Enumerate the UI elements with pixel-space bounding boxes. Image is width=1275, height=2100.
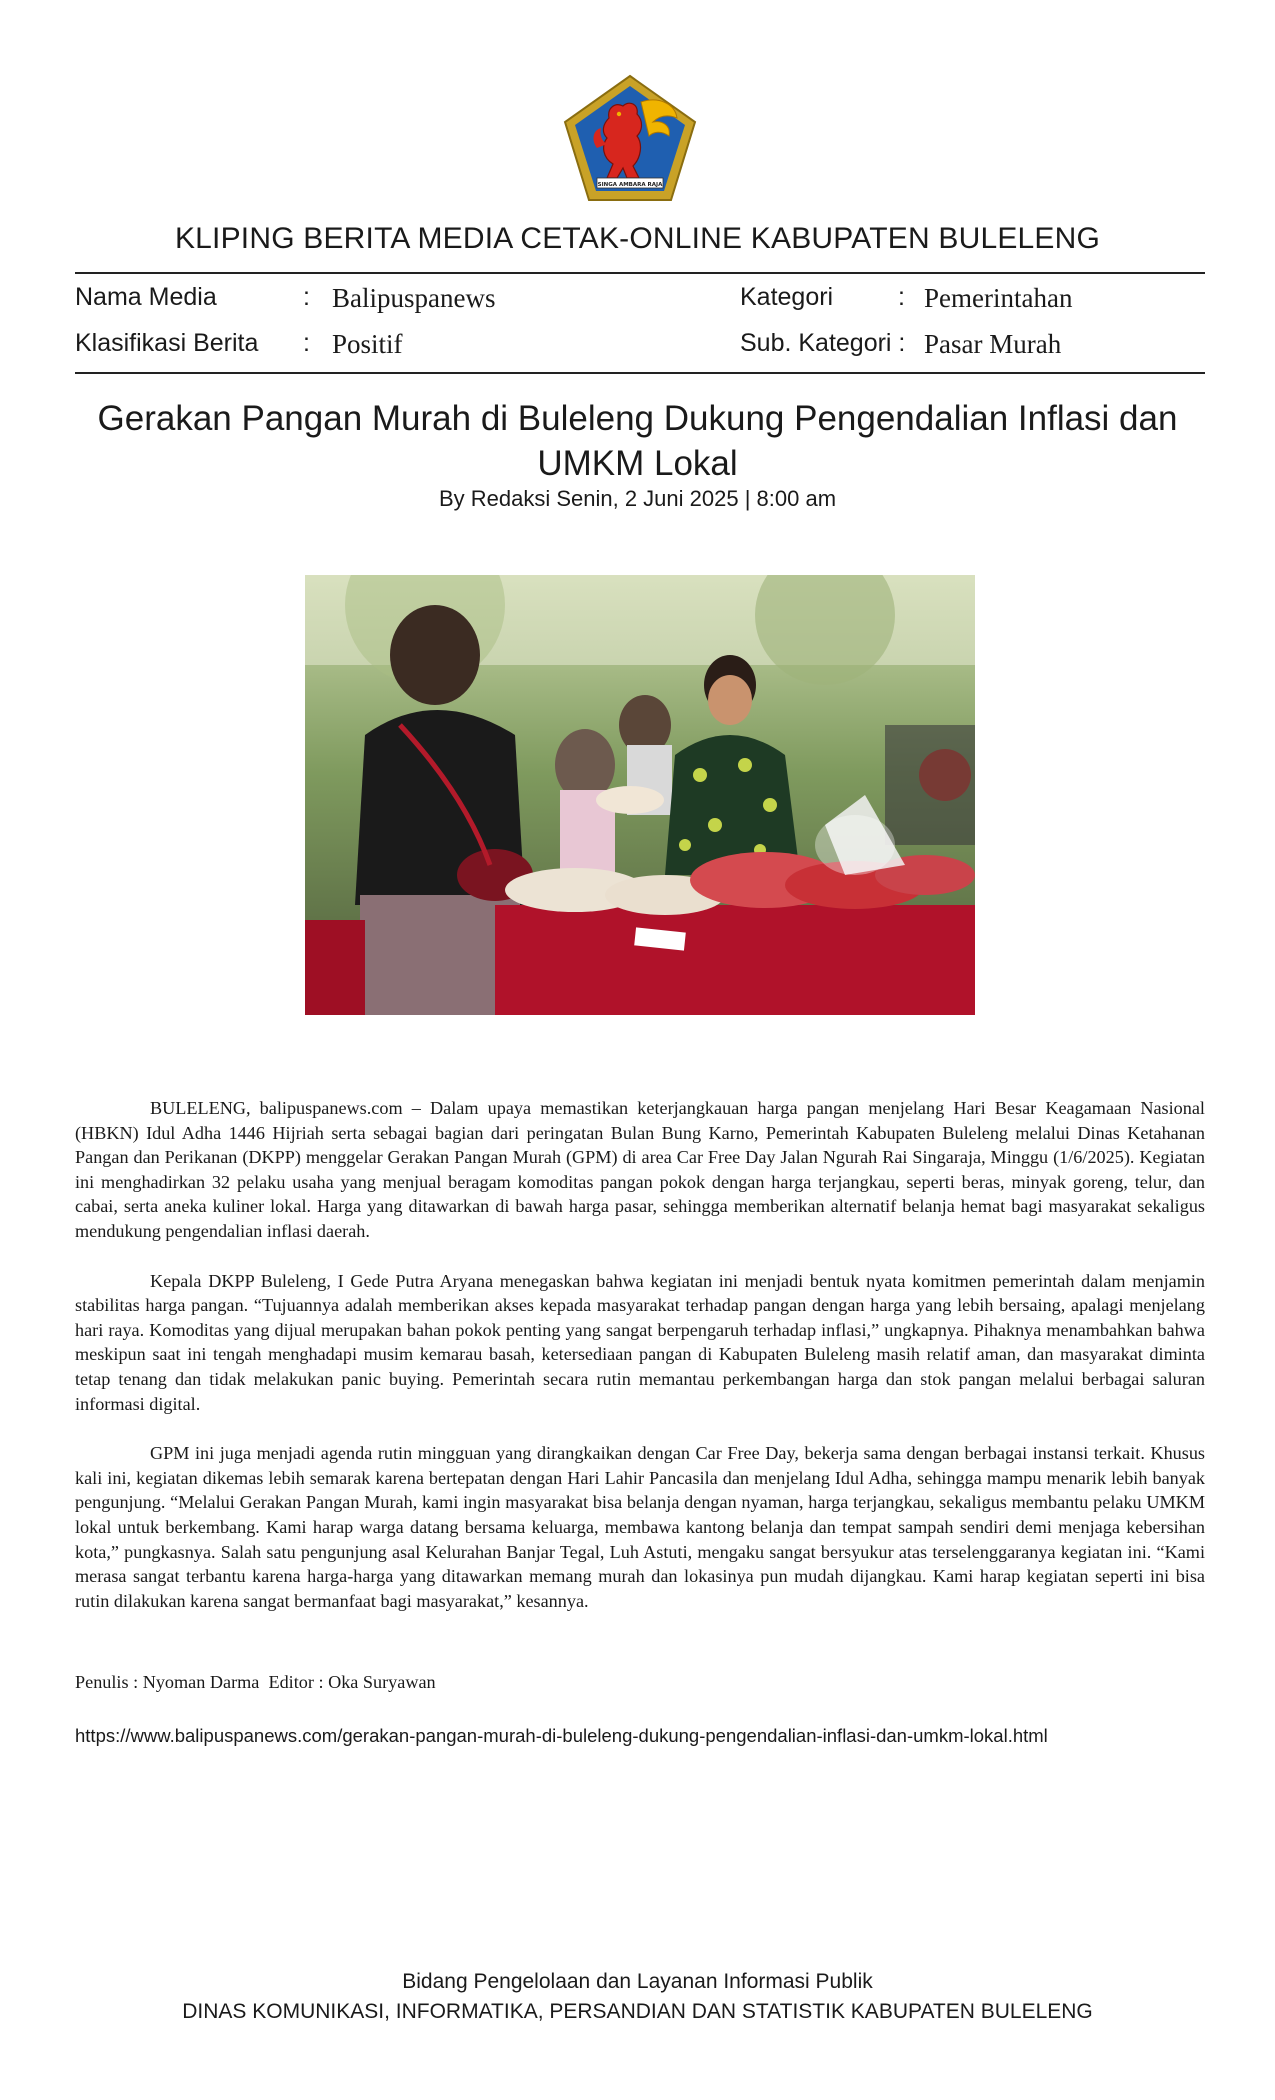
article-body [75,1096,1205,1638]
media-colon: : [303,283,310,311]
subcategory-label: Sub. Kategori : [740,329,906,357]
footer-agency: DINAS KOMUNIKASI, INFORMATIKA, PERSANDIAN DAN STATISTIK KABUPATEN BULELENG [182,2000,1093,2023]
clipping-header-title: KLIPING BERITA MEDIA CETAK-ONLINE KABUPATEN BULELENG [174,222,1101,255]
article-paragraph: GPM ini juga menjadi agenda rutin mingguan yang dirangkaikan dengan Car Free Day, bekerja sama dengan berbagai instansi terkait. Khusus kali ini, kegiatan dikemas lebih semarak karena bertepatan dengan Hari Lahir Pancasila dan menjelang Idul Adha, sehingga mampu menarik lebih banyak pengunjung. “Melalui Gerakan Pangan Murah, kami ingin masyarakat bisa belanja dengan nyaman, harga terjangkau, sekaligus membantu pelaku UMKM lokal untuk berkembang. Kami harap warga datang bersama keluarga, membawa kantong belanja dan tempat sampah sendiri demi menjaga kebersihan kota,” pungkasnya. Salah satu pengunjung asal Kelurahan Banjar Tegal, Luh Astuti, mengaku sangat bersyukur atas terselenggaranya kegiatan ini. “Kami merasa sangat terbantu karena harga-harga yang ditawarkan memang murah dan lokasinya pun mudah dijangkau. Kami harap kegiatan seperti ini bisa rutin dilakukan karena sangat bermanfaat bagi masyarakat,” kesannya. [75,1443,1205,1611]
header-divider-bottom [75,372,1205,374]
classification-label: Klasifikasi Berita [75,329,259,357]
source-link[interactable]: https://www.balipuspanews.com/gerakan-pangan-murah-di-buleleng-dukung-pengendalian-inflasi-dan-umkm-lokal.html [75,1725,1048,1746]
article-title: Gerakan Pangan Murah di Buleleng Dukung Pengendalian Inflasi dan UMKM Lokal [97,399,1178,483]
article-paragraph: Kepala DKPP Buleleng, I Gede Putra Aryana menegaskan bahwa kegiatan ini menjadi bentuk nyata komitmen pemerintah dalam menjamin stabilitas harga pangan. “Tujuannya adalah memberikan akses kepada masyarakat terhadap pangan dengan harga yang lebih bersaing, apalagi menjelang hari raya. Komoditas yang dijual merupakan bahan pokok penting yang sangat berpengaruh terhadap inflasi,” ungkapnya. Pihaknya menambahkan bahwa meskipun saat ini tengah menghadapi musim kemarau basah, ketersediaan pangan di Kabupaten Buleleng masih relatif aman, dan masyarakat diminta tetap tenang dan tidak melakukan panic buying. Pemerintah secara rutin memantau perkembangan harga dan stok pangan melalui berbagai saluran informasi digital. [75,1270,1205,1414]
category-label: Kategori [740,283,834,311]
market-stall-photo [305,575,975,1015]
media-label: Nama Media [75,283,217,311]
logo-motto: SINGA AMBARA RAJA [597,182,663,188]
category-value: Pemerintahan [924,283,1073,313]
media-value: Balipuspanews [332,283,496,313]
classification-colon: : [303,329,310,357]
category-colon: : [898,283,905,311]
header-divider-top [75,272,1205,274]
subcategory-value: Pasar Murah [924,329,1062,359]
buleleng-crest-logo [563,74,697,202]
classification-value: Positif [332,329,403,359]
article-paragraph: BULELENG, balipuspanews.com – Dalam upaya memastikan keterjangkauan harga pangan menjelang Hari Besar Keagamaan Nasional (HBKN) Idul Adha 1446 Hijriah serta sebagai bagian dari peringatan Bulan Bung Karno, Pemerintah Kabupaten Buleleng melalui Dinas Ketahanan Pangan dan Perikanan (DKPP) menggelar Gerakan Pangan Murah (GPM) di area Car Free Day Jalan Ngurah Rai Singaraja, Minggu (1/6/2025). Kegiatan ini menghadirkan 32 pelaku usaha yang menjual beragam komoditas pangan pokok dengan harga terjangkau, seperti beras, minyak goreng, telur, dan cabai, serta aneka kuliner lokal. Harga yang ditawarkan di bawah harga pasar, sehingga memberikan alternatif belanja hemat bagi masyarakat sekaligus mendukung pengendalian inflasi daerah. [75,1098,1205,1241]
article-byline: By Redaksi Senin, 2 Juni 2025 | 8:00 am [438,486,837,511]
article-credits: Penulis : Nyoman Darma Editor : Oka Suryawan [75,1672,436,1692]
footer-unit: Bidang Pengelolaan dan Layanan Informasi Publik [402,1970,873,1993]
